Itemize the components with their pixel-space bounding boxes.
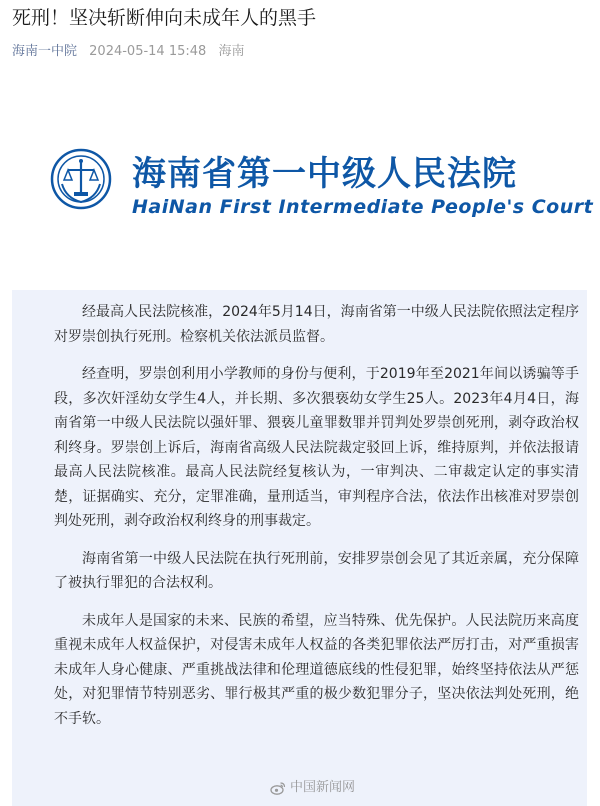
court-emblem-icon	[50, 148, 112, 210]
paragraph-4: 未成年人是国家的未来、民族的希望，应当特殊、优先保护。人民法院历来高度重视未成年人权益保护，对侵害未成年人权益的各类犯罪依法严厉打击，对严重损害未成年人身心健康、严重挑战法律和伦理道德底线的性侵犯罪，始终坚持依法从严惩处，对犯罪情节特别恶劣、罪行极其严重的极少数犯罪分子，坚决依法判处死刑，绝不手软。	[54, 612, 579, 727]
paragraph-1: 经最高人民法院核准，2024年5月14日，海南省第一中级人民法院依照法定程序对罗崇创执行死刑。检察机关依法派员监督。	[54, 304, 579, 345]
article-body	[54, 300, 579, 744]
article-meta	[12, 42, 252, 62]
article-title: 死刑！坚决斩断伸向未成年人的黑手	[12, 7, 317, 29]
court-name-cn: 海南省第一中级人民法院	[132, 154, 517, 194]
weibo-icon	[270, 780, 286, 796]
court-name-en: HaiNan First Intermediate People's Court	[132, 196, 594, 218]
paragraph-2: 经查明，罗崇创利用小学教师的身份与便利，于2019年至2021年间以诱骗等手段，多次奸淫幼女学生4人，并长期、多次猥亵幼女学生25人。2023年4月4日，海南省第一中级人民法院以强奸罪、猥亵儿童罪数罪并罚判处罗崇创死刑，剥夺政治权利终身。罗崇创上诉后，海南省高级人民法院裁定驳回上诉，维持原判，并依法报请最高人民法院核准。最高人民法院经复核认为，一审判决、二审裁定认定的事实清楚，证据确实、充分，定罪准确，量刑适当，审判程序合法，依法作出核准对罗崇创判处死刑，剥夺政治权利终身的刑事裁定。	[54, 366, 579, 529]
publish-location: 海南	[218, 44, 245, 59]
watermark	[270, 778, 355, 798]
court-banner	[0, 130, 600, 240]
publish-datetime: 2024-05-14 15:48	[89, 44, 207, 59]
author-link[interactable]: 海南一中院	[12, 44, 78, 59]
paragraph-3: 海南省第一中级人民法院在执行死刑前，安排罗崇创会见了其近亲属，充分保障了被执行罪犯的合法权利。	[54, 550, 579, 591]
watermark-text: 中国新闻网	[289, 780, 355, 795]
